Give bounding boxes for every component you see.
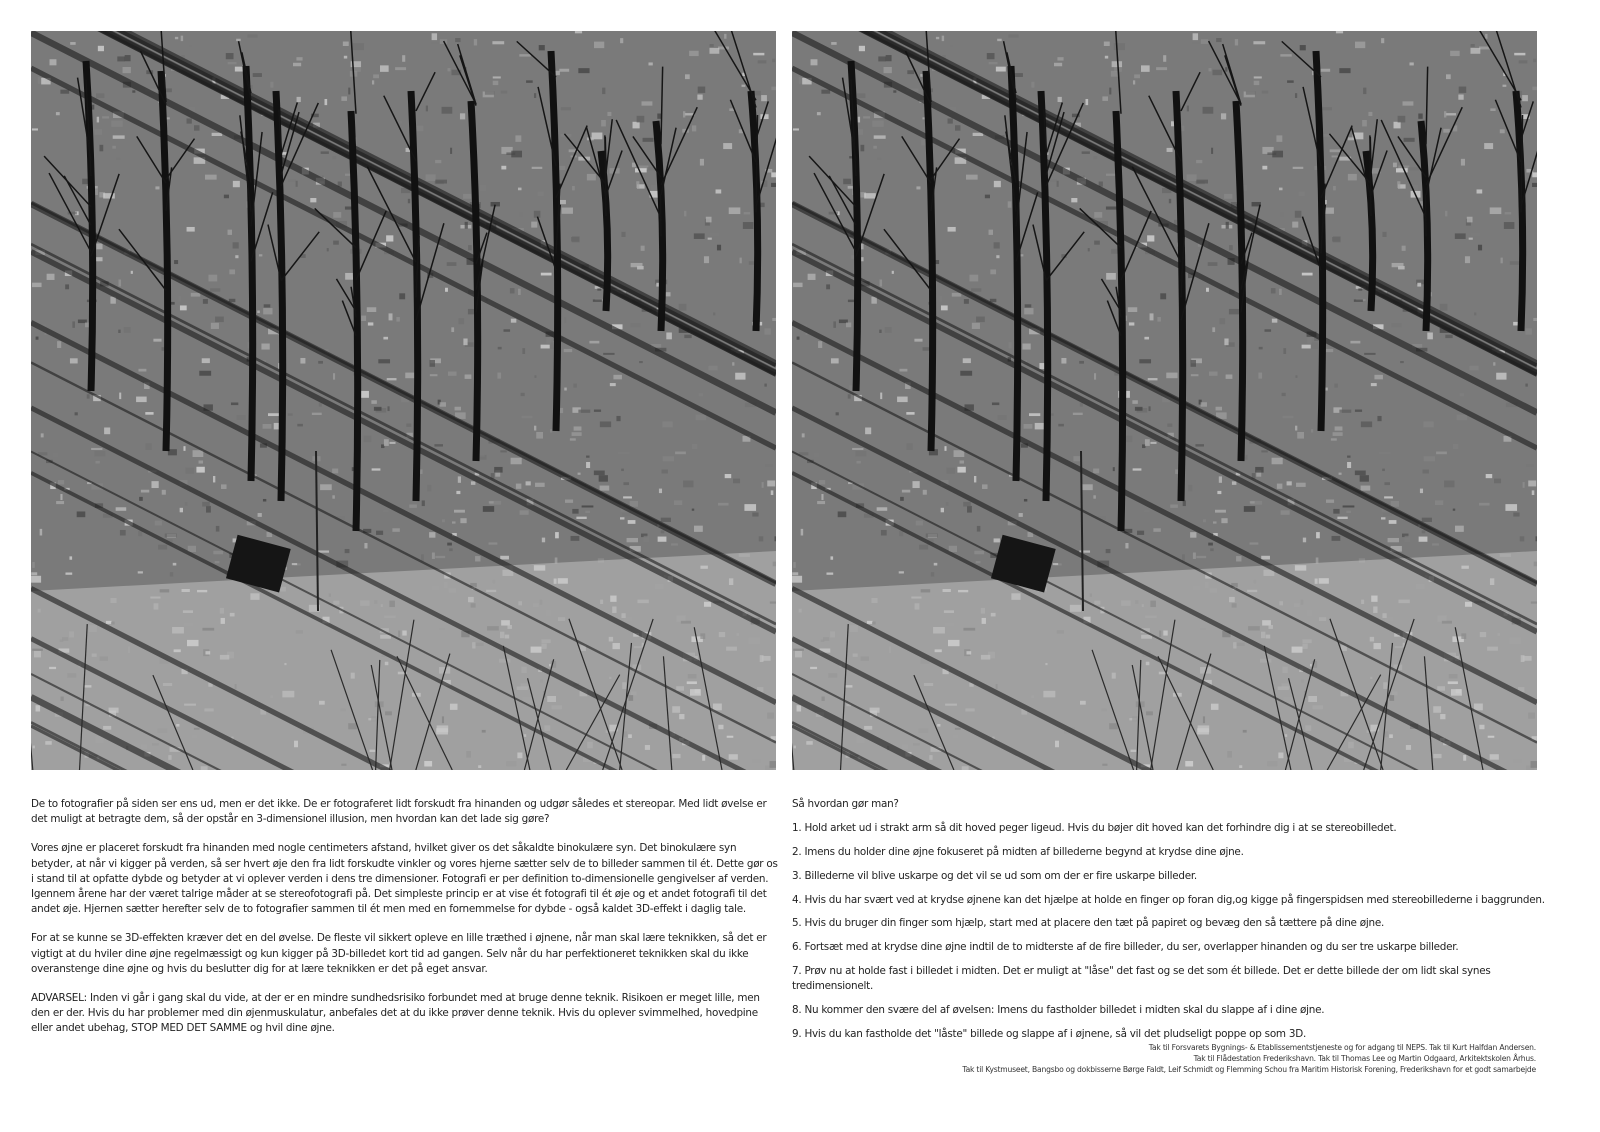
step-item: 8. Nu kommer den svære del af øvelsen: Imens du fastholder billedet i midten skal du slappe af i dine øjne. <box>792 1003 1325 1016</box>
warning-paragraph: ADVARSEL: Inden vi går i gang skal du vide, at der er en mindre sundhedsrisiko forbundet med at bruge denne teknik. Risikoen er meget lille, men den er der. Hvis du har problemer med din øjenmuskulatur, anbefales det at du ikke prøver denne teknik. Hvis du oplever svimmelhed, hovedpine eller andet ubehag, STOP MED DET SAMME og hvil dine øjne. <box>31 992 760 1035</box>
forest-slope-photo <box>792 31 1537 770</box>
binocular-paragraph: Vores øjne er placeret forskudt fra hinanden med nogle centimeters afstand, hvilket giver os det såkaldte binokulære syn. Det binokulære syn betyder, at når vi kigger på verden, så ser hvert øje den fra lidt forskudte vinkler og vores hjerne sætter selv de to billeder sammen til ét. Dette gør os i stand til at opfatte dybde og betyder at vi oplever verden i dens tre dimensioner. Fotografi er per definition to-dimensionelle gengivelser af verden. Igennem årene har der været talrige måder at se stereofotografi på. Det simpleste princip er at vise ét fotografi til ét øje og et andet fotografi til det andet øje. Hjernen sætter herefter selv de to fotografier sammen til ét men med en fornemmelse for dybde - også kaldet 3D-effekt i daglig tale. <box>31 842 778 916</box>
step-item: 2. Imens du holder dine øjne fokuseret på midten af billederne begynd at krydse dine øjne. <box>792 846 1244 858</box>
step-item: 9. Hvis du kan fastholde det "låste" billede og slappe af i øjnene, så vil det pludseligt poppe op som 3D. <box>792 1027 1307 1040</box>
practice-paragraph: For at se kunne se 3D-effekten kræver det en del øvelse. De fleste vil sikkert opleve en lille træthed i øjnene, når man skal lære teknikken, så det er vigtigt at du hviler dine øjne regelmæssigt og kun kigger på 3D-billedet kort tid ad gangen. Selv når du har perfektioneret teknikken skal du ikke overanstenge dine øjne og hvis du beslutter dig for at lære teknikken er det på eget ansvar. <box>31 932 767 975</box>
credits <box>962 1042 1536 1075</box>
stereo-photo-left <box>31 31 776 770</box>
credit-line: Tak til Flådestation Frederikshavn. Tak til Thomas Lee og Martin Odgaard, Arkitektskolen Århus. <box>1193 1054 1536 1063</box>
credit-line: Tak til Forsvarets Bygnings- & Etablissementstjeneste og for adgang til NEPS. Tak til Kurt Halfdan Andersen. <box>1148 1043 1536 1052</box>
instructions-column <box>792 797 1552 1051</box>
step-item: 6. Fortsæt med at krydse dine øjne indtil de to midterste af de fire billeder, du ser, overlapper hinanden og du ser tre uskarpe billeder. <box>792 941 1459 954</box>
intro-text-column <box>31 797 781 1051</box>
stereo-photo-right <box>792 31 1537 770</box>
step-item: 7. Prøv nu at holde fast i billedet i midten. Det er muligt at "låse" det fast og se det som ét billede. Det er dette billede der om lidt skal synes tredimensionelt. <box>792 964 1491 993</box>
intro-paragraph: De to fotografier på siden ser ens ud, men er det ikke. De er fotograferet lidt forskudt fra hinanden og udgør således et stereopar. Med lidt øvelse er det muligt at betragte dem, så der opstår en 3-dimensionel illusion, men hvordan kan det lade sig gøre? <box>31 798 767 826</box>
forest-slope-photo <box>31 31 776 770</box>
step-item: 1. Hold arket ud i strakt arm så dit hoved peger ligeud. Hvis du bøjer dit hoved kan det forhindre dig i at se stereobilledet. <box>792 822 1397 835</box>
credit-line: Tak til Kystmuseet, Bangsbo og dokbisserne Børge Faldt, Leif Schmidt og Flemming Schou fra Maritim Historisk Forening, Frederikshavn for et godt samarbejde <box>962 1065 1536 1074</box>
step-item: 5. Hvis du bruger din finger som hjælp, start med at placere den tæt på papiret og bevæg den så tættere på dine øjne. <box>792 917 1385 930</box>
instructions-heading: Så hvordan gør man? <box>792 798 899 810</box>
step-item: 4. Hvis du har svært ved at krydse øjnene kan det hjælpe at holde en finger op foran dig,og kigge på fingerspidsen med stereobillederne i baggrunden. <box>792 893 1545 906</box>
step-item: 3. Billederne vil blive uskarpe og det vil se ud som om der er fire uskarpe billeder. <box>792 869 1197 882</box>
